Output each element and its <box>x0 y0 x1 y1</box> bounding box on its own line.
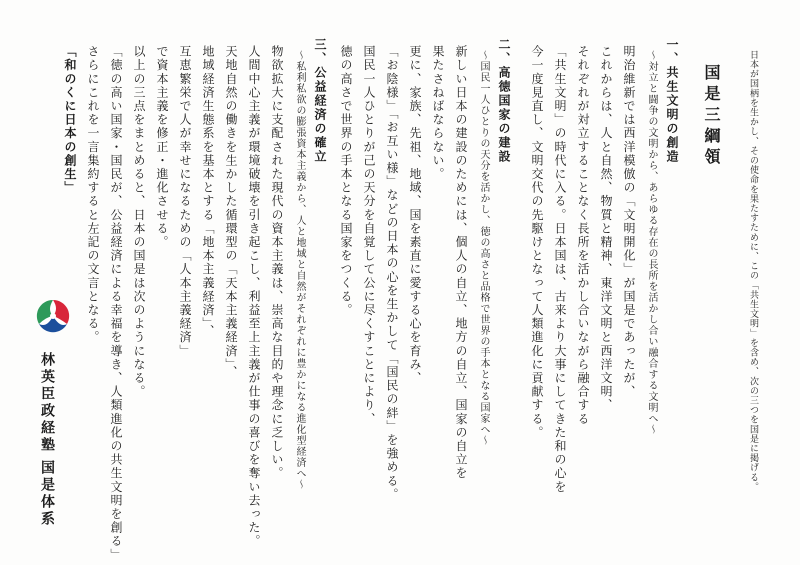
section-1-line-2: これからは、人と自然、物質と精神、東洋文明と西洋文明、 <box>599 45 613 413</box>
section-1-line-3: それぞれが対立することなく長所を活かし合いながら融合する <box>576 45 590 426</box>
section-3-line-6: で資本主義を修正・進化させる。 <box>155 45 169 249</box>
section-2-line-2: 果たさねばならない。 <box>431 45 445 181</box>
section-3-line-2: 人間中心主義が環境破壊を引き起こし、利益至上主義が仕事の喜びを奪い去った。 <box>247 45 261 549</box>
tomoe-logo-icon <box>36 299 70 333</box>
signature-doc: 国是体系 <box>39 460 55 528</box>
section-1-line-5: 今一度見直し、文明交代の先駆けとなって人類進化に貢献する。 <box>530 45 544 440</box>
section-3-subtitle: 〜私利私欲の膨張資本主義から、人と地域と自然がそれぞれに豊かになる進化型経済へ〜 <box>294 50 305 490</box>
intro-line: 日本が国柄を生かし、その使命を果たすために、この「共生文明」を含め、次の三つを国是に掲げる。 <box>748 50 758 492</box>
conclusion-line-2: 「徳の高い国家・国民が、公益経済による幸福を導き、人類進化の共生文明を創る」 <box>109 45 123 562</box>
section-2-line-6: 徳の高さで世界の手本となる国家をつくる。 <box>339 45 353 317</box>
conclusion-line-4: 「和のくに日本の創生」 <box>63 45 77 195</box>
section-2-line-4: 「お陰様」「お互い様」などの日本の心を生かして「国民の絆」を強める。 <box>385 45 399 502</box>
section-1-heading: 一、共生文明の創造 <box>665 38 679 164</box>
conclusion-line-1: 以上の三点をまとめると、日本の国是は次のようになる。 <box>132 45 146 399</box>
conclusion-line-3: さらにこれを一言集約すると左記の文言となる。 <box>86 45 100 345</box>
signature-org: 林英臣政経塾 <box>39 352 55 454</box>
section-3-heading: 三、公益経済の確立 <box>313 38 327 164</box>
section-2-heading: 二、高徳国家の建設 <box>497 38 511 164</box>
section-1-line-1: 明治維新では西洋模倣の「文明開化」が国是であったが、 <box>622 45 636 399</box>
section-3-line-4: 地域経済生態系を基本とする「地本主義経済」、 <box>201 45 215 339</box>
section-2-line-3: 更に、家族、先祖、地域、国を素直に愛する心を育み、 <box>408 45 422 385</box>
section-3-line-1: 物欲拡大に支配された現代の資本主義は、崇高な目的や理念に乏しい。 <box>270 45 284 481</box>
section-1-subtitle: 〜対立と闘争の文明から、あらゆる存在の長所を活かし合い融合する文明へ〜 <box>646 50 657 435</box>
section-2-line-5: 国民一人ひとりが己の天分を自覚して公に尽くすことにより、 <box>362 45 376 426</box>
section-3-line-5: 互恵繁栄で人が幸せになるための「人本主義経済」 <box>178 45 192 358</box>
section-1-line-4: 「共生文明」の時代に入る。日本国は、古来より大事にしてきた和の心を <box>553 45 567 494</box>
section-3-line-3: 天地自然の働きを生かした循環型の「天本主義経済」、 <box>224 45 238 379</box>
section-2-subtitle: 〜国民一人ひとりの天分を活かし、徳の高さと品格で世界の手本となる国家へ〜 <box>478 50 489 446</box>
document-title: 国是三綱領 <box>702 64 721 169</box>
section-2-line-1: 新しい日本の建設のためには、個人の自立、地方の自立、国家の自立を <box>454 45 468 481</box>
